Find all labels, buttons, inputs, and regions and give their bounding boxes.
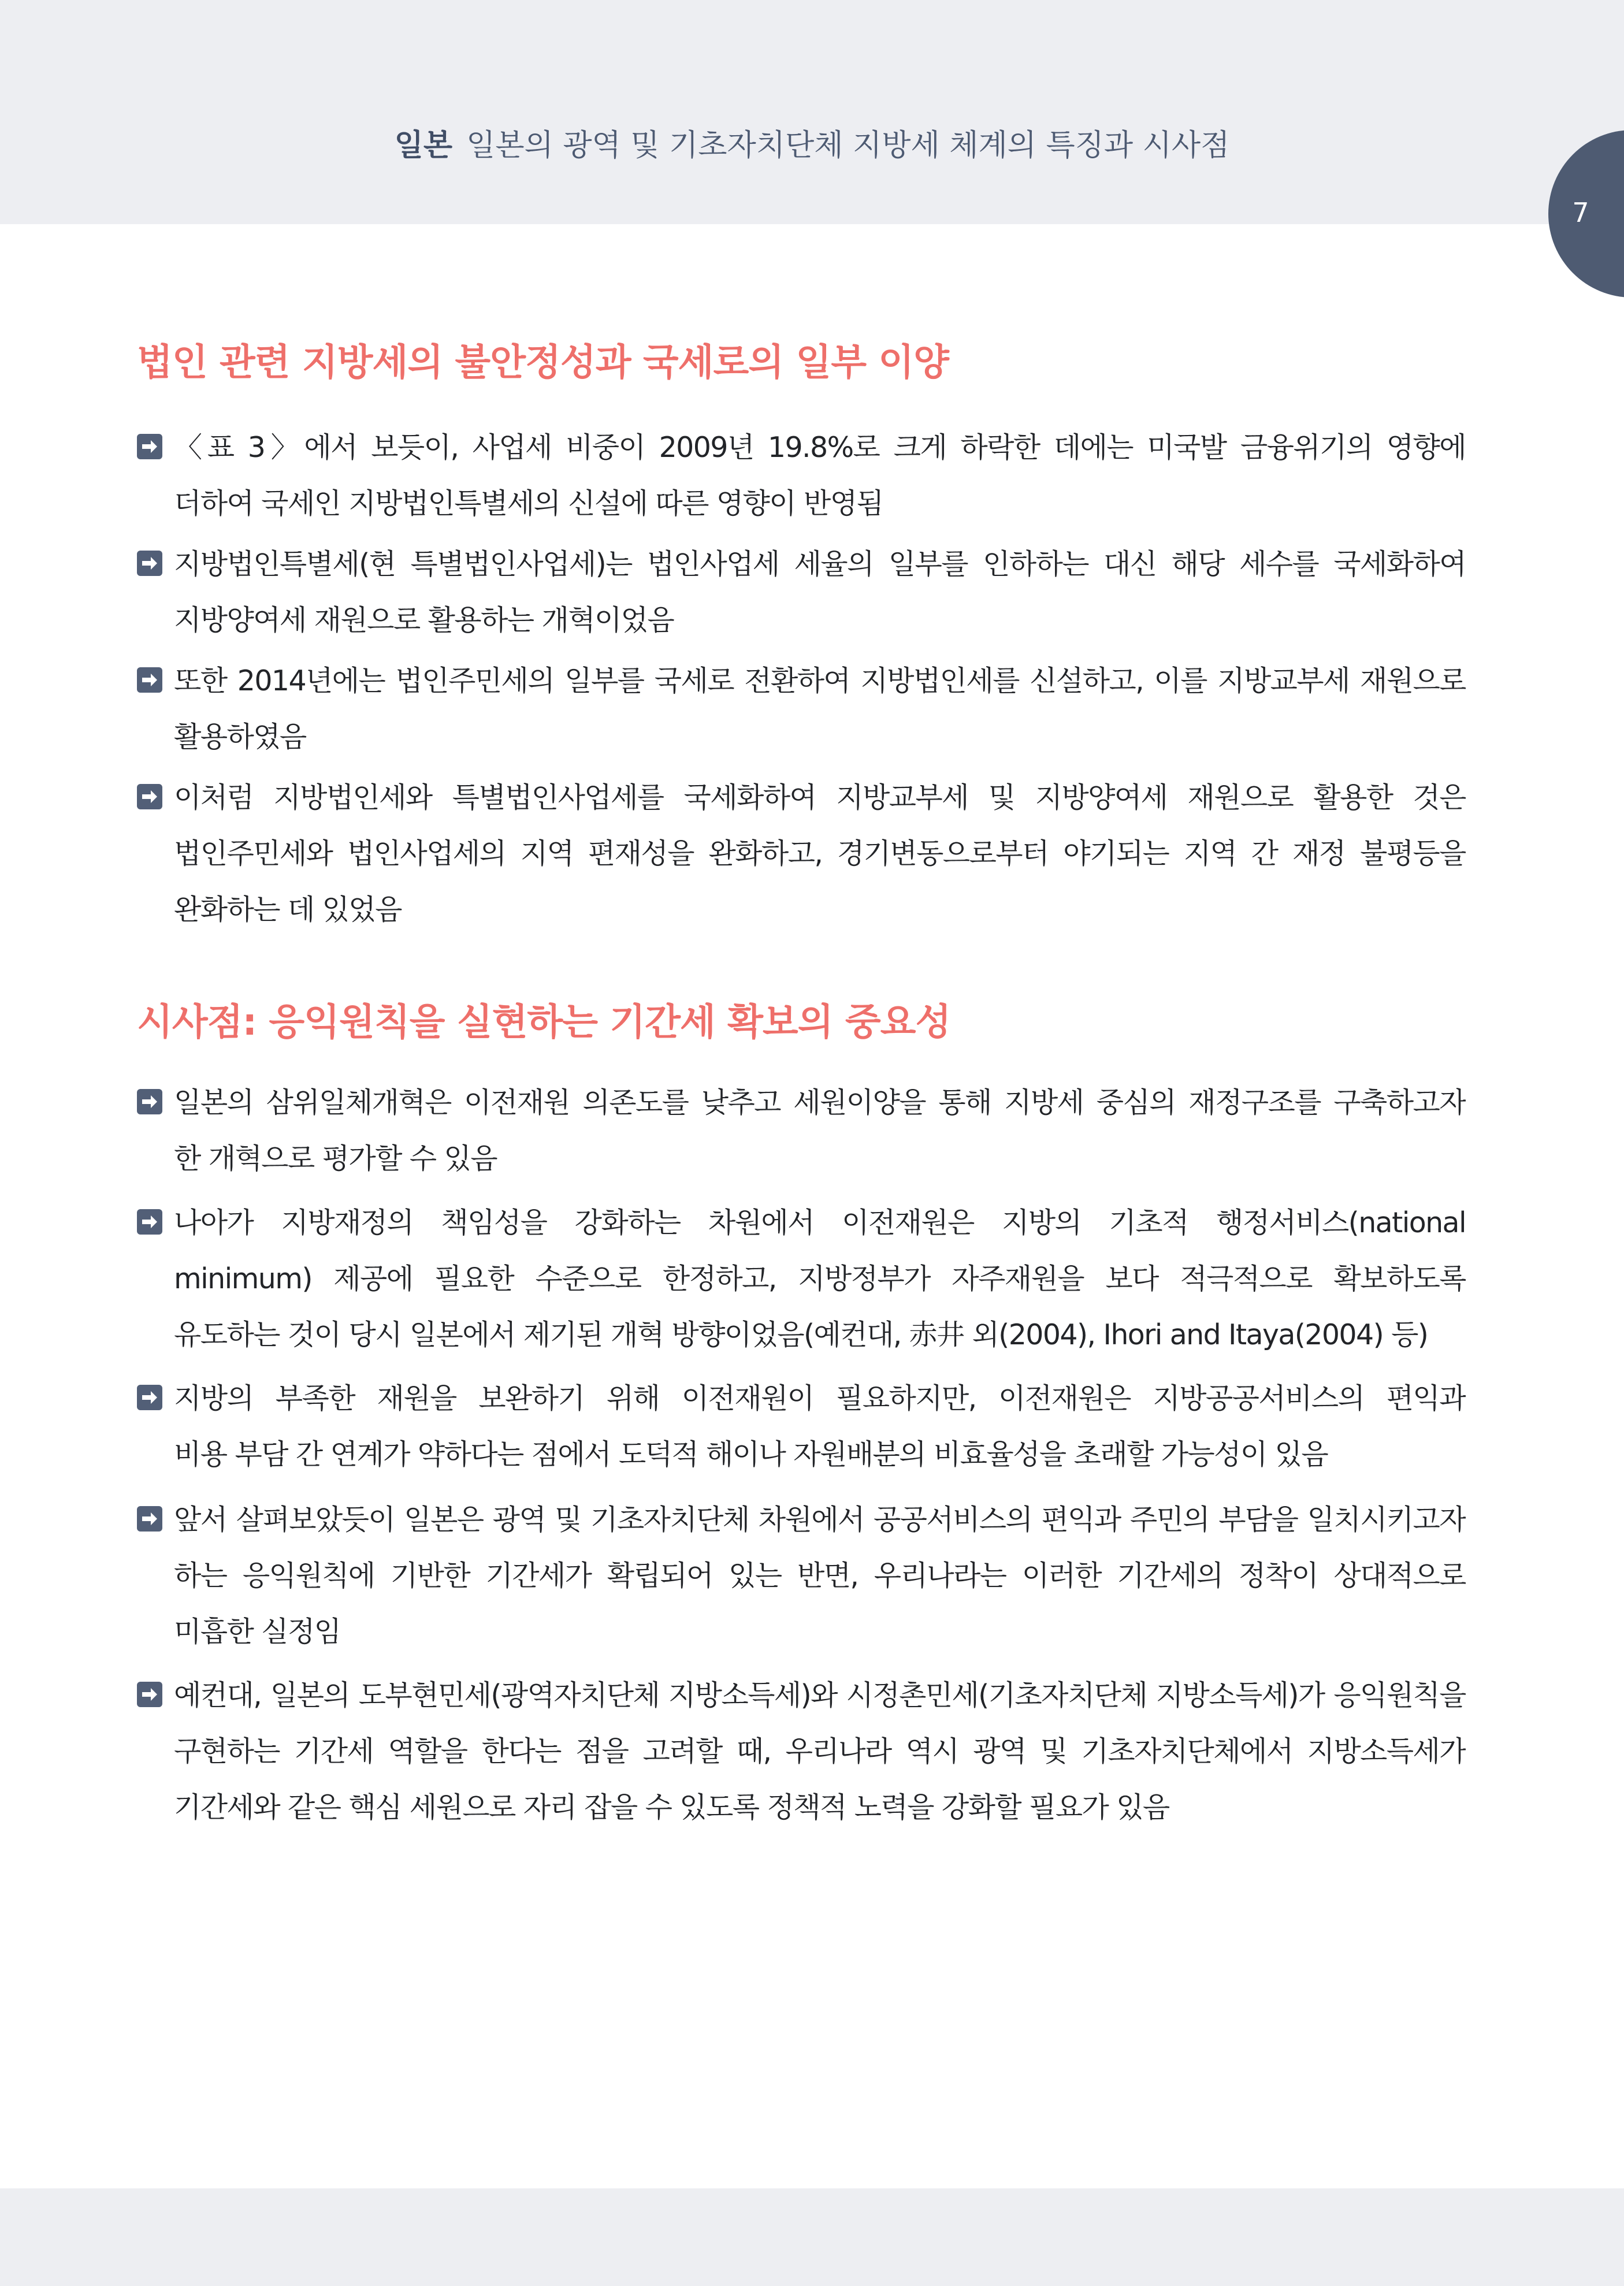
- bullet-line: 지방양여세 재원으로 활용하는 개혁이었음: [174, 604, 674, 637]
- bullet-line: 나아가 지방재정의 책임성을 강화하는 차원에서 이전재원은 지방의 기초적 행정서비스(national: [174, 1206, 1466, 1239]
- arrow-right-icon: [137, 434, 162, 459]
- bullet-line: 활용하였음: [174, 720, 306, 753]
- bullet-line: 한 개혁으로 평가할 수 있음: [174, 1142, 497, 1175]
- bullet-line: minimum) 제공에 필요한 수준으로 한정하고, 지방정부가 자주재원을 보다 적극적으로 확보하도록: [174, 1262, 1466, 1295]
- bullet-line: 완화하는 데 있었음: [174, 893, 402, 926]
- arrow-right-icon: [137, 551, 162, 576]
- bullet-line: 예컨대, 일본의 도부현민세(광역자치단체 지방소득세)와 시정촌민세(기초자치단체 지방소득세)가 응익원칙을: [174, 1679, 1466, 1712]
- section-title-2: 시사점: 응익원칙을 실현하는 기간세 확보의 중요성: [137, 1001, 951, 1044]
- bullet-line: 비용 부담 간 연계가 약하다는 점에서 도덕적 해이나 자원배분의 비효율성을 초래할 가능성이 있음: [174, 1438, 1328, 1471]
- arrow-right-icon: [137, 1209, 162, 1235]
- bullet-line: 기간세와 같은 핵심 세원으로 자리 잡을 수 있도록 정책적 노력을 강화할 필요가 있음: [174, 1791, 1169, 1824]
- bullet-item: [137, 1370, 1466, 1492]
- bullet-line: 지방의 부족한 재원을 보완하기 위해 이전재원이 필요하지만, 이전재원은 지방공공서비스의 편익과: [174, 1382, 1466, 1415]
- bullet-line: 유도하는 것이 당시 일본에서 제기된 개혁 방향이었음(예컨대, 赤井 외(2004), Ihori and Itaya(2004) 등): [174, 1318, 1428, 1351]
- bullet-line: 일본의 삼위일체개혁은 이전재원 의존도를 낮추고 세원이양을 통해 지방세 중심의 재정구조를 구축하고자: [174, 1086, 1466, 1119]
- bullet-line: 하는 응익원칙에 기반한 기간세가 확립되어 있는 반면, 우리나라는 이러한 기간세의 정착이 상대적으로: [174, 1559, 1466, 1592]
- header-title: 일본의 광역 및 기초자치단체 지방세 체계의 특징과 시사점: [466, 128, 1230, 163]
- arrow-right-icon: [137, 1385, 162, 1410]
- bullet-item: [137, 1492, 1466, 1667]
- bullet-line: 구현하는 기간세 역할을 한다는 점을 고려할 때, 우리나라 역시 광역 및 기초자치단체에서 지방소득세가: [174, 1735, 1466, 1768]
- arrow-right-icon: [137, 1506, 162, 1532]
- bullet-line: 〈표 3〉에서 보듯이, 사업세 비중이 2009년 19.8%로 크게 하락한 데에는 미국발 금융위기의 영향에: [174, 431, 1466, 464]
- section-title-1: 법인 관련 지방세의 불안정성과 국세로의 일부 이양: [137, 341, 949, 384]
- header-band: [0, 0, 1624, 224]
- footer-band: [0, 2188, 1624, 2286]
- header-country: 일본: [394, 128, 453, 163]
- section-2-bullets: [137, 1075, 1466, 1835]
- bullet-line: 앞서 살펴보았듯이 일본은 광역 및 기초자치단체 차원에서 공공서비스의 편익과 주민의 부담을 일치시키고자: [174, 1503, 1466, 1536]
- bullet-line: 더하여 국세인 지방법인특별세의 신설에 따른 영향이 반영됨: [174, 487, 883, 520]
- page-number: 7: [1572, 197, 1589, 228]
- arrow-right-icon: [137, 1682, 162, 1707]
- bullet-item: [137, 770, 1466, 938]
- bullet-item: [137, 653, 1466, 770]
- arrow-right-icon: [137, 1089, 162, 1114]
- section-1-bullets: [137, 419, 1466, 938]
- bullet-line: 지방법인특별세(현 특별법인사업세)는 법인사업세 세율의 일부를 인하하는 대신 해당 세수를 국세화하여: [174, 548, 1466, 581]
- bullet-item: [137, 1667, 1466, 1835]
- arrow-right-icon: [137, 667, 162, 693]
- bullet-item: [137, 1075, 1466, 1195]
- bullet-line: 법인주민세와 법인사업세의 지역 편재성을 완화하고, 경기변동으로부터 야기되는 지역 간 재정 불평등을: [174, 837, 1466, 870]
- bullet-line: 미흡한 실정임: [174, 1615, 341, 1648]
- arrow-right-icon: [137, 784, 162, 809]
- running-header: [0, 122, 1624, 169]
- bullet-item: [137, 1195, 1466, 1370]
- bullet-item: [137, 536, 1466, 653]
- bullet-line: 또한 2014년에는 법인주민세의 일부를 국세로 전환하여 지방법인세를 신설하고, 이를 지방교부세 재원으로: [174, 664, 1466, 697]
- bullet-line: 이처럼 지방법인세와 특별법인사업세를 국세화하여 지방교부세 및 지방양여세 재원으로 활용한 것은: [174, 781, 1466, 814]
- bullet-item: [137, 419, 1466, 536]
